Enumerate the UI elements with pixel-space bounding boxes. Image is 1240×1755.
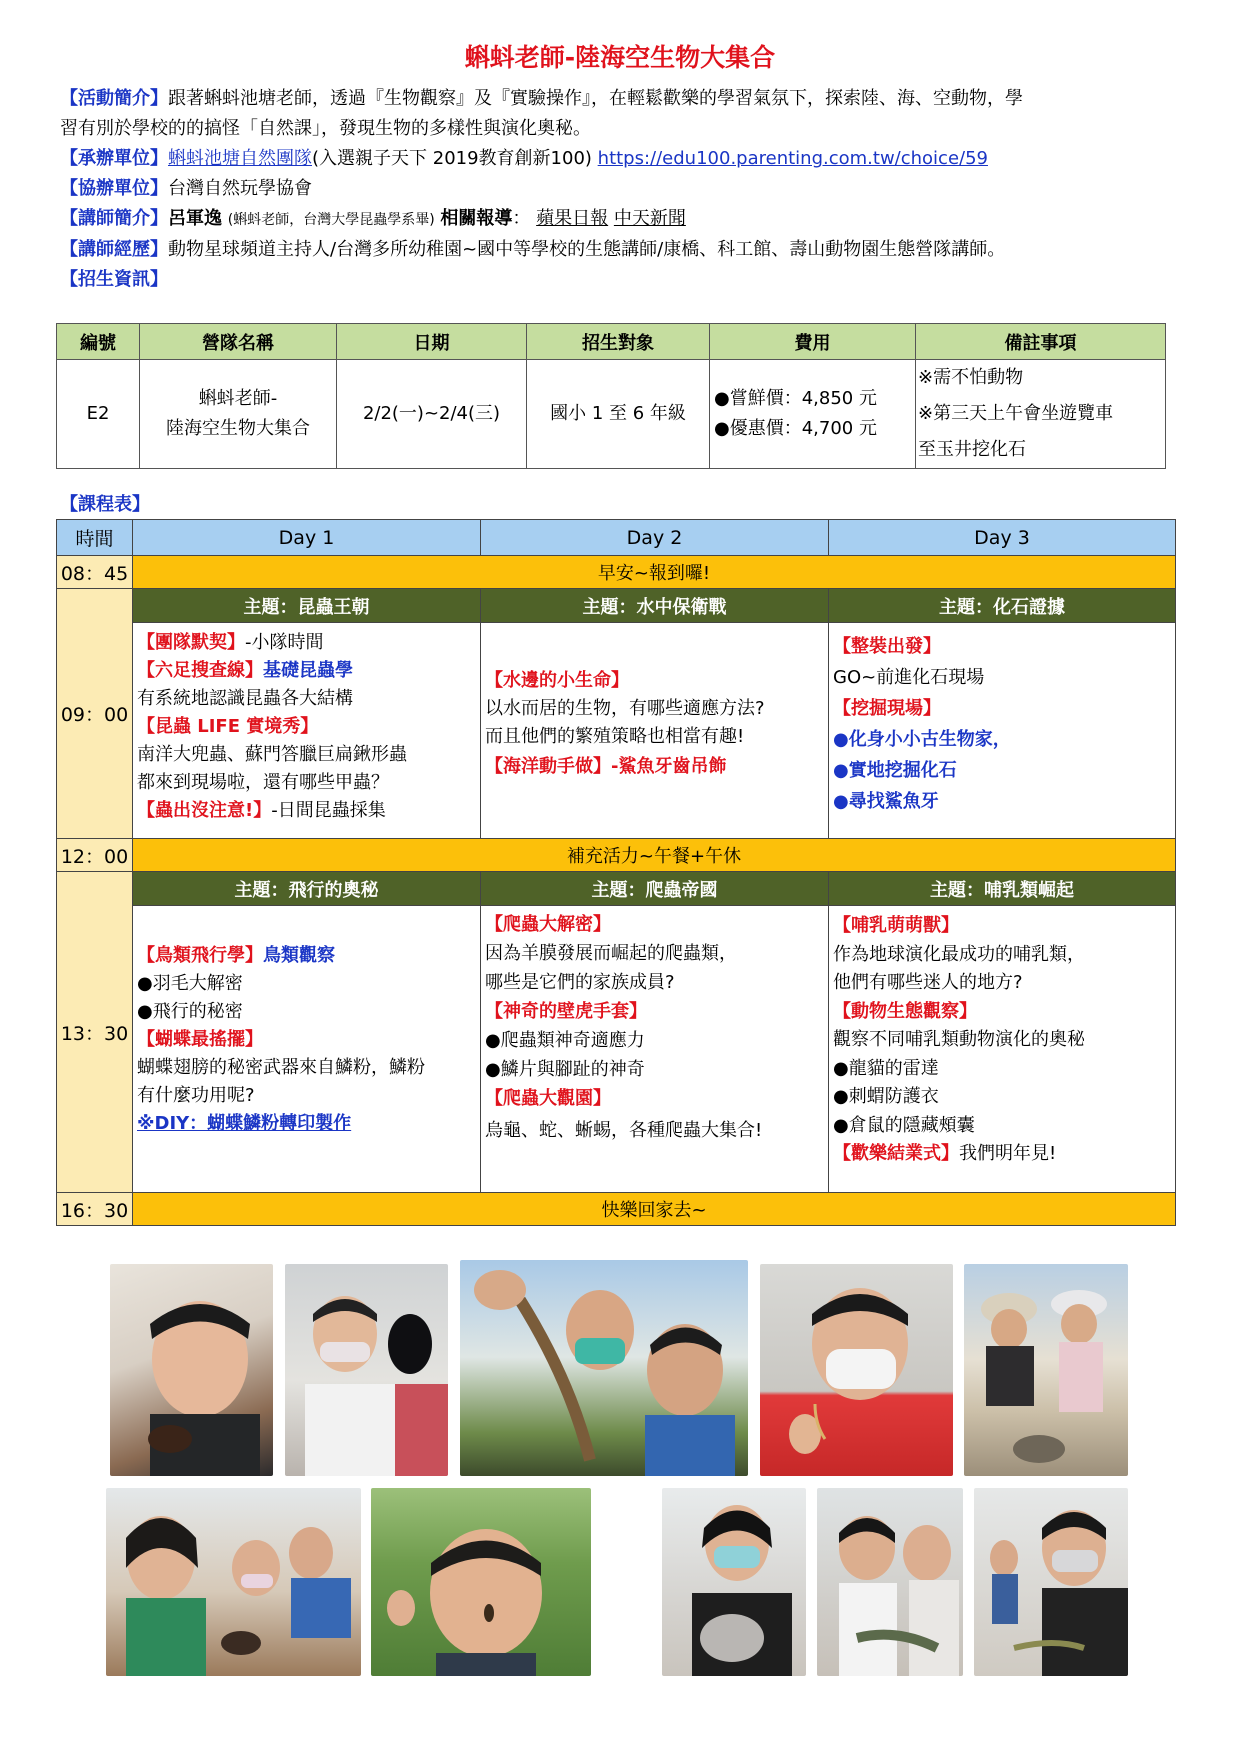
d1am-c: 有系統地認識昆蟲各大結構 bbox=[137, 688, 353, 709]
activity-label: 【活動簡介】 bbox=[60, 88, 168, 109]
d2pm-b: 因為羊膜發展而崛起的爬蟲類， bbox=[485, 943, 737, 964]
experience-row bbox=[60, 235, 1190, 265]
day3-afternoon bbox=[829, 906, 1176, 1193]
photo-boy-gecko bbox=[974, 1488, 1128, 1676]
note-2: ※第三天上午會坐遊覽車 bbox=[918, 403, 1114, 424]
organizer-note: (入選親子天下 2019教育創新100) bbox=[312, 148, 598, 169]
d1am-b-red: 【六足搜查線】 bbox=[137, 660, 263, 681]
d1am-a-text: -小隊時間 bbox=[245, 632, 324, 653]
theme-day1-am: 主題：昆蟲王朝 bbox=[133, 589, 481, 623]
report-label: 相關報導 bbox=[440, 208, 513, 229]
d1pm-f: 有什麼功用呢? bbox=[137, 1085, 255, 1106]
note-1: ※需不怕動物 bbox=[918, 367, 1024, 388]
teacher-label: 【講師簡介】 bbox=[60, 208, 168, 229]
time-1330: 13：30 bbox=[57, 872, 133, 1193]
photo-kids-fossil-dig-art bbox=[964, 1264, 1128, 1476]
schedule-row-home bbox=[57, 1193, 1176, 1226]
d3am-f: ●尋找鯊魚牙 bbox=[833, 791, 939, 812]
report-ctitv[interactable]: 中天新聞 bbox=[613, 208, 686, 229]
enrollment-header-row bbox=[57, 324, 1166, 360]
d3am-e: ●實地挖掘化石 bbox=[833, 760, 957, 781]
header-notes: 備註事項 bbox=[916, 324, 1166, 360]
morning-content-row bbox=[57, 623, 1176, 839]
theme-day3-am: 主題：化石證據 bbox=[829, 589, 1176, 623]
d3pm-g: ●刺蝟防護衣 bbox=[833, 1086, 939, 1107]
d3pm-i-red: 【歡樂結業式】 bbox=[833, 1143, 959, 1164]
header-fee: 費用 bbox=[710, 324, 916, 360]
schedule-table bbox=[56, 519, 1176, 1226]
d2pm-e: ●爬蟲類神奇適應力 bbox=[485, 1030, 645, 1051]
d2am-b: 以水而居的生物，有哪些適應方法? bbox=[485, 698, 765, 719]
time-0845: 08：45 bbox=[57, 556, 133, 589]
d3am-d: ●化身小小古生物家， bbox=[833, 729, 1011, 750]
organizer-row bbox=[60, 144, 1190, 174]
camp-date: 2/2(一)~2/4(三) bbox=[337, 360, 527, 469]
teacher-note: (蝌蚪老師，台灣大學昆蟲學系畢) bbox=[227, 212, 435, 228]
d2pm-g-red: 【爬蟲大觀園】 bbox=[485, 1088, 611, 1109]
d1am-b-blue: 基礎昆蟲學 bbox=[263, 660, 353, 681]
lunch-text: 補充活力~午餐+午休 bbox=[133, 839, 1176, 872]
photo-kids-lizard bbox=[817, 1488, 963, 1676]
intro-section bbox=[60, 84, 1190, 295]
enroll-label: 【招生資訊】 bbox=[60, 269, 168, 290]
fee-discount: ●優惠價：4,700 元 bbox=[714, 418, 877, 439]
organizer-label: 【承辦單位】 bbox=[60, 148, 168, 169]
photo-boy-shark-tooth bbox=[760, 1264, 953, 1476]
d1pm-c: ●飛行的秘密 bbox=[137, 1001, 243, 1022]
d3pm-f: ●龍貓的雷達 bbox=[833, 1057, 939, 1079]
theme-day2-pm: 主題：爬蟲帝國 bbox=[481, 872, 829, 906]
teacher-name: 呂軍逸 bbox=[168, 208, 222, 229]
d1pm-b: ●羽毛大解密 bbox=[137, 973, 243, 994]
photo-boy-beetle-art bbox=[110, 1264, 273, 1476]
photo-kids-fossil-dig bbox=[964, 1264, 1128, 1476]
header-target: 招生對象 bbox=[527, 324, 710, 360]
experience-label: 【講師經歷】 bbox=[60, 239, 168, 260]
time-1630: 16：30 bbox=[57, 1193, 133, 1226]
photo-kids-tarantula bbox=[106, 1488, 361, 1676]
photo-boy-beetle bbox=[110, 1264, 273, 1476]
photo-kids-snake bbox=[460, 1260, 748, 1476]
enrollment-table bbox=[56, 323, 1166, 469]
camp-name bbox=[140, 360, 337, 469]
photo-boy-crow bbox=[285, 1264, 448, 1476]
enroll-info-row bbox=[60, 265, 1190, 295]
photo-boy-gecko-art bbox=[974, 1488, 1128, 1676]
theme-row-afternoon bbox=[57, 872, 1176, 906]
d3pm-d-red: 【動物生態觀察】 bbox=[833, 1000, 977, 1022]
photo-kids-tarantula-art bbox=[106, 1488, 361, 1676]
afternoon-content-row bbox=[57, 906, 1176, 1193]
d3am-b: GO~前進化石現場 bbox=[833, 667, 985, 688]
activity-text-1: 跟著蝌蚪池塘老師，透過『生物觀察』及『實驗操作』，在輕鬆歡樂的學習氣氛下，探索陸、海、空動物，學 bbox=[168, 88, 1023, 109]
header-date: 日期 bbox=[337, 324, 527, 360]
organizer-link[interactable]: 蝌蚪池塘自然團隊 bbox=[168, 148, 312, 169]
day2-afternoon bbox=[481, 906, 829, 1193]
activity-intro bbox=[60, 84, 1190, 144]
header-day3: Day 3 bbox=[829, 520, 1176, 556]
note-3: 至玉井挖化石 bbox=[918, 439, 1026, 460]
teacher-row bbox=[60, 204, 1190, 235]
d1pm-g-blue: ※DIY：蝴蝶鱗粉轉印製作 bbox=[137, 1113, 352, 1134]
d1pm-e: 蝴蝶翅膀的秘密武器來自鱗粉，鱗粉 bbox=[137, 1057, 425, 1078]
camp-notes bbox=[916, 360, 1166, 469]
photo-boy-shark-tooth-art bbox=[760, 1264, 953, 1476]
d1am-d-red: 【昆蟲 LIFE 實境秀】 bbox=[137, 716, 319, 737]
d2pm-a-red: 【爬蟲大解密】 bbox=[485, 914, 611, 935]
camp-name-line-2: 陸海空生物大集合 bbox=[166, 418, 310, 439]
organizer-url-link[interactable]: https://edu100.parenting.com.tw/choice/59 bbox=[597, 148, 988, 169]
d1pm-a-blue: 鳥類觀察 bbox=[263, 945, 335, 966]
day1-morning bbox=[133, 623, 481, 839]
camp-fee bbox=[710, 360, 916, 469]
schedule-header-row bbox=[57, 520, 1176, 556]
d3am-a-red: 【整裝出發】 bbox=[833, 636, 941, 657]
camp-code: E2 bbox=[57, 360, 140, 469]
d3pm-c: 他們有哪些迷人的地方? bbox=[833, 972, 1023, 993]
d2am-d-red: 【海洋動手做】-鯊魚牙齒吊飾 bbox=[485, 756, 727, 777]
d3pm-e: 觀察不同哺乳類動物演化的奧秘 bbox=[833, 1029, 1085, 1050]
photo-boy-insect-face-art bbox=[371, 1488, 591, 1676]
time-0900: 09：00 bbox=[57, 589, 133, 839]
photo-kids-snake-art bbox=[460, 1260, 748, 1476]
d2am-a-red: 【水邊的小生命】 bbox=[485, 670, 629, 691]
d3pm-a-red: 【哺乳萌萌獸】 bbox=[833, 915, 959, 936]
fee-early: ●嘗鮮價：4,850 元 bbox=[714, 388, 877, 409]
photo-boy-crow-art bbox=[285, 1264, 448, 1476]
d1am-g-text: -日間昆蟲採集 bbox=[271, 800, 386, 821]
day2-morning bbox=[481, 623, 829, 839]
header-camp-name: 營隊名稱 bbox=[140, 324, 337, 360]
d2pm-h: 烏龜、蛇、蜥蜴，各種爬蟲大集合! bbox=[485, 1120, 763, 1141]
activity-text-2: 習有別於學校的的搞怪「自然課」，發現生物的多樣性與演化奧秘。 bbox=[60, 118, 591, 139]
d1am-a-red: 【團隊默契】 bbox=[137, 632, 245, 653]
report-apple-daily[interactable]: 蘋果日報 bbox=[536, 208, 609, 229]
report-colon: ： bbox=[512, 208, 531, 229]
schedule-row-lunch bbox=[57, 839, 1176, 872]
course-label: 【課程表】 bbox=[60, 494, 150, 515]
co-organizer-label: 【協辦單位】 bbox=[60, 178, 168, 199]
d2am-c: 而且他們的繁殖策略也相當有趣! bbox=[485, 726, 745, 747]
d1am-f: 都來到現場啦，還有哪些甲蟲？ bbox=[137, 772, 389, 793]
d3pm-h: ●倉鼠的隱藏頰囊 bbox=[833, 1114, 975, 1136]
d2pm-d-red: 【神奇的壁虎手套】 bbox=[485, 1001, 647, 1022]
theme-day3-pm: 主題：哺乳類崛起 bbox=[829, 872, 1176, 906]
photo-kids-lizard-art bbox=[817, 1488, 963, 1676]
theme-day2-am: 主題：水中保衛戰 bbox=[481, 589, 829, 623]
theme-day1-pm: 主題：飛行的奧秘 bbox=[133, 872, 481, 906]
d2pm-f: ●鱗片與腳趾的神奇 bbox=[485, 1059, 645, 1080]
day3-morning bbox=[829, 623, 1176, 839]
camp-target: 國小 1 至 6 年級 bbox=[527, 360, 710, 469]
photo-boy-insect-face bbox=[371, 1488, 591, 1676]
d3pm-i-text: 我們明年見! bbox=[959, 1143, 1057, 1164]
home-text: 快樂回家去~ bbox=[133, 1193, 1176, 1226]
d1pm-a-red: 【鳥類飛行學】 bbox=[137, 945, 263, 966]
photo-girl-chinchilla-art bbox=[662, 1488, 806, 1676]
header-day1: Day 1 bbox=[133, 520, 481, 556]
experience-text: 動物星球頻道主持人/台灣多所幼稚園~國中等學校的生態講師/康橋、科工館、壽山動物園生態營隊講師。 bbox=[168, 239, 1006, 260]
d3am-c-red: 【挖掘現場】 bbox=[833, 698, 941, 719]
d1pm-d-red: 【蝴蝶最搖擺】 bbox=[137, 1029, 263, 1050]
d2pm-c: 哪些是它們的家族成員? bbox=[485, 972, 675, 993]
checkin-text: 早安~報到囉! bbox=[133, 556, 1176, 589]
enrollment-row bbox=[57, 360, 1166, 469]
co-organizer-text: 台灣自然玩學協會 bbox=[168, 178, 312, 199]
d1am-g-red: 【蟲出沒注意!】 bbox=[137, 800, 272, 821]
day1-afternoon bbox=[133, 906, 481, 1193]
d3pm-b: 作為地球演化最成功的哺乳類， bbox=[833, 943, 1085, 965]
photo-girl-chinchilla bbox=[662, 1488, 806, 1676]
header-day2: Day 2 bbox=[481, 520, 829, 556]
d1am-e: 南洋大兜蟲、蘇門答臘巨扁鍬形蟲 bbox=[137, 744, 407, 765]
header-time: 時間 bbox=[57, 520, 133, 556]
time-1200: 12：00 bbox=[57, 839, 133, 872]
schedule-row-checkin bbox=[57, 556, 1176, 589]
header-code: 編號 bbox=[57, 324, 140, 360]
camp-name-line-1: 蝌蚪老師- bbox=[198, 388, 278, 409]
theme-row-morning bbox=[57, 589, 1176, 623]
page-title: 蝌蚪老師-陸海空生物大集合 bbox=[464, 43, 776, 72]
co-organizer-row bbox=[60, 174, 1190, 204]
